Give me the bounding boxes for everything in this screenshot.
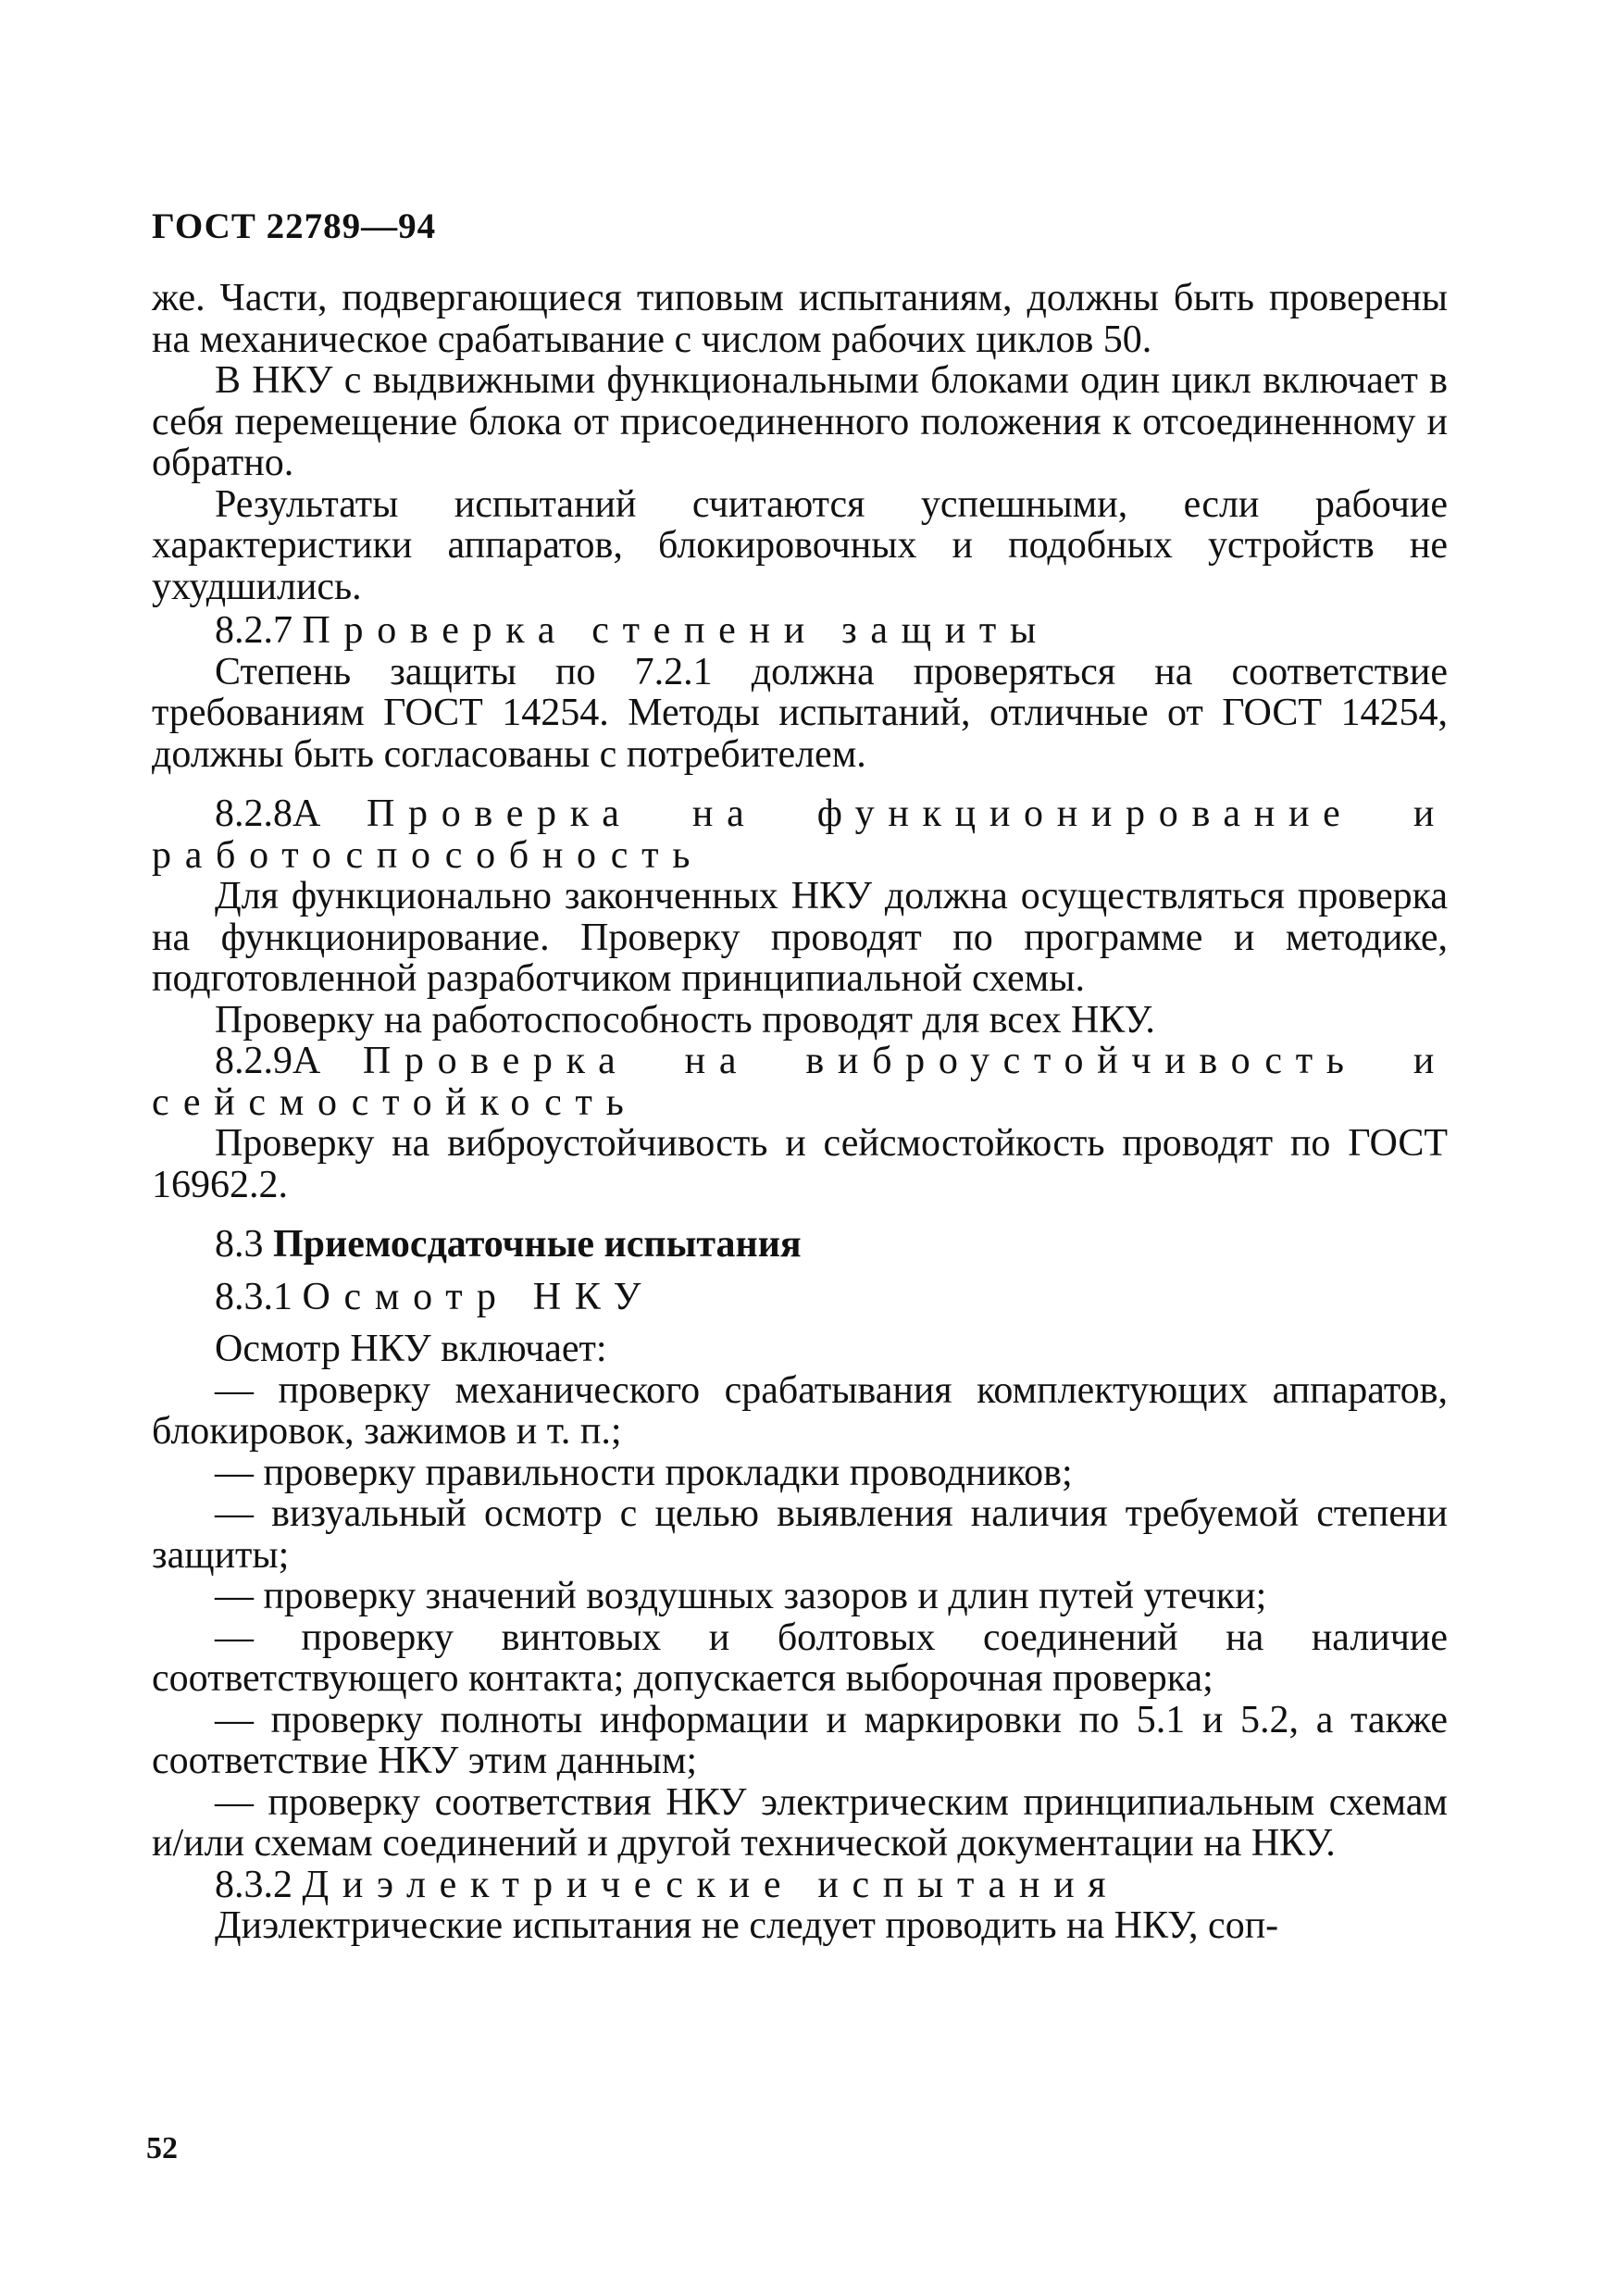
section-title: Проверка на функционирование и работоспособность [152, 792, 1448, 877]
paragraph-continuation: же. Части, подвергающиеся типовым испытаниям, должны быть проверены на механическое срабатывание с числом рабочих циклов 50. [152, 277, 1448, 361]
section-heading-8-2-9a [152, 1041, 1448, 1123]
section-number: 8.2.9А [215, 1040, 321, 1082]
section-number: 8.3.2 [215, 1863, 292, 1906]
list-item: — проверку полноты информации и маркировки по 5.1 и 5.2, а также соответствие НКУ этим данным; [152, 1698, 1448, 1782]
list-item: — проверку соответствия НКУ электрическим принципиальным схемам и/или схемам соединений и другой технической документации на НКУ. [152, 1780, 1448, 1865]
paragraph-dielectric-tests: Диэлектрические испытания не следует проводить на НКУ, соп- [215, 1904, 1279, 1947]
section-heading-8-2-8a [152, 793, 1448, 876]
list-item: — проверку механического срабатывания комплектующих аппаратов, блокировок, зажимов и т. п.; [152, 1368, 1448, 1453]
document-header: ГОСТ 22789—94 [152, 206, 437, 246]
section-number: 8.3 [215, 1223, 264, 1266]
paragraph-test-results: Результаты испытаний считаются успешными, если рабочие характеристики аппаратов, блокировочных и подобных устройств не ухудшились. [152, 482, 1448, 608]
paragraph-vibration-check: Проверку на виброустойчивость и сейсмостойкость проводят по ГОСТ 16962.2. [152, 1122, 1448, 1206]
paragraph-protection-degree: Степень защиты по 7.2.1 должна проверяться на соответствие требованиям ГОСТ 14254. Методы испытаний, отличные от ГОСТ 14254, должны быть согласованы с потребителем. [152, 650, 1448, 776]
section-title: Осмотр НКУ [302, 1275, 655, 1318]
list-item: — визуальный осмотр с целью выявления наличия требуемой степени защиты; [152, 1492, 1448, 1577]
section-number: 8.2.7 [215, 609, 292, 652]
paragraph-operability-check: Проверку на работоспособность проводят для всех НКУ. [215, 998, 1155, 1042]
section-heading-8-2-7 [152, 610, 1448, 652]
paragraph-functioning-check: Для функционально законченных НКУ должна осуществляться проверка на функционирование. Проверку проводят по программе и методике, подготовленной разработчиком принципиальной схемы. [152, 875, 1448, 1000]
section-number: 8.3.1 [215, 1275, 292, 1318]
section-heading-8-3 [152, 1224, 1448, 1266]
document-body [152, 278, 1448, 1947]
section-title: Проверка на виброустойчивость и сейсмостойкость [152, 1040, 1448, 1124]
section-title: Проверка степени защиты [302, 609, 1050, 652]
list-item: — проверку значений воздушных зазоров и длин путей утечки; [215, 1575, 1267, 1617]
section-heading-8-3-2 [152, 1865, 1448, 1906]
section-number: 8.2.8А [215, 792, 321, 835]
page-number: 52 [146, 2131, 178, 2165]
section-title: Приемосдаточные испытания [273, 1223, 802, 1266]
list-item: — проверку винтовых и болтовых соединений на наличие соответствующего контакта; допускается выборочная проверка; [152, 1616, 1448, 1700]
paragraph-inspection-intro: Осмотр НКУ включает: [215, 1328, 607, 1370]
list-item: — проверку правильности прокладки проводников; [215, 1451, 1073, 1494]
paragraph-cycle-definition: В НКУ с выдвижными функциональными блоками один цикл включает в себя перемещение блока от присоединенного положения к отсоединенному и обратно. [152, 359, 1448, 484]
section-heading-8-3-1 [152, 1277, 1448, 1318]
section-title: Диэлектрические испытания [302, 1863, 1120, 1906]
